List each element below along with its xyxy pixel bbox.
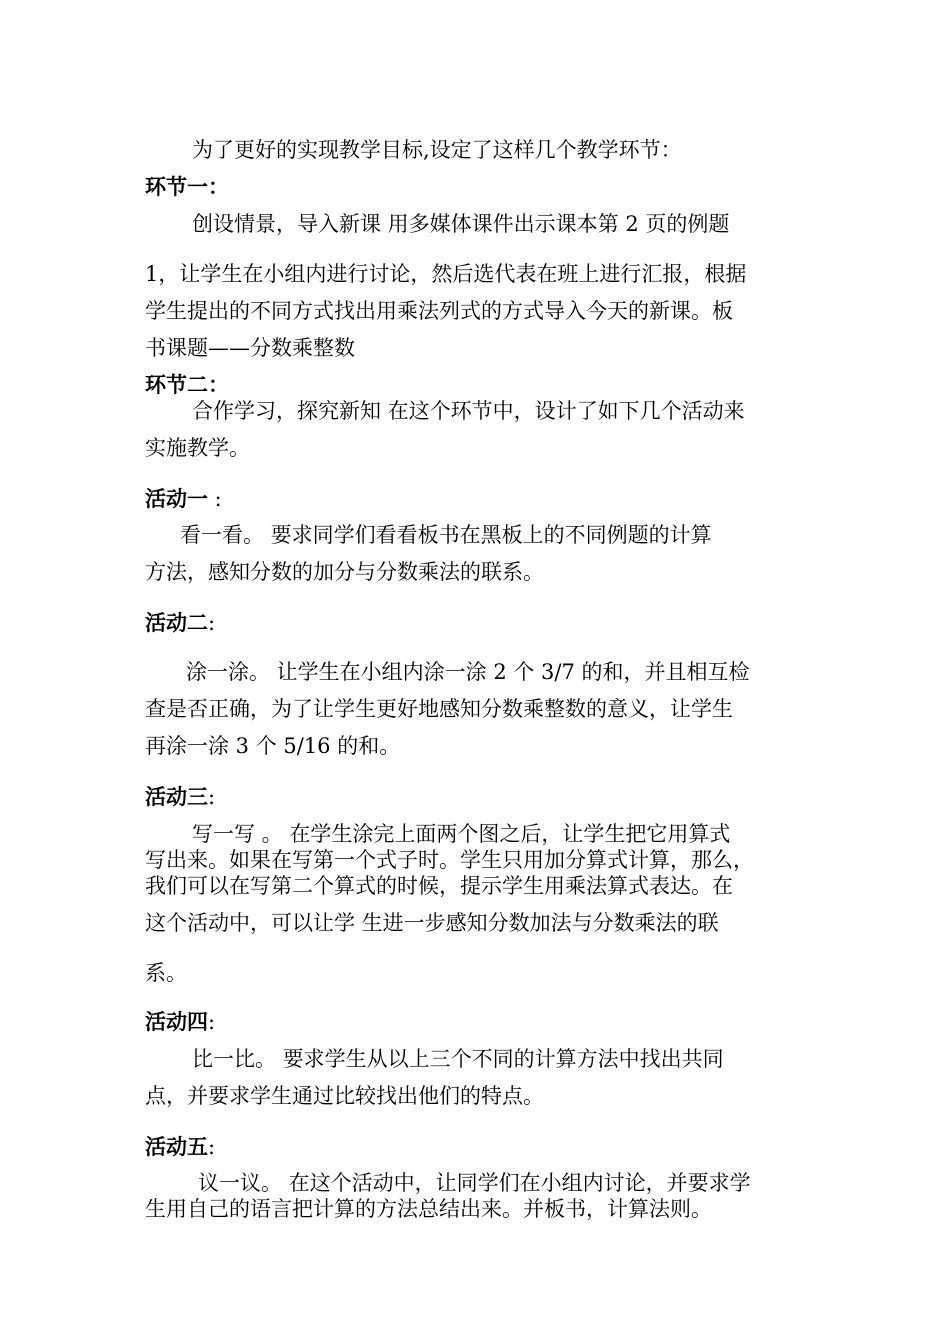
activity-4-line-2: 点，并要求学生通过比较找出他们的特点。 bbox=[145, 1084, 544, 1108]
section-2-line-1: 合作学习，探究新知 在这个环节中，设计了如下几个活动来 bbox=[192, 399, 745, 423]
activity-5-line-1: 议一议。 在这个活动中，让同学们在小组内讨论，并要求学 bbox=[198, 1171, 751, 1195]
activity-3-line-4: 这个活动中，可以让学 生进一步感知分数加法与分数乘法的联 bbox=[145, 911, 719, 935]
activity-3-line-2: 写出来。如果在写第一个式子时。学生只用加分算式计算，那么， bbox=[145, 848, 754, 872]
activity-1-colon: : bbox=[208, 487, 222, 511]
activity-3-line-1: 写一写 。 在学生涂完上面两个图之后，让学生把它用算式 bbox=[192, 822, 731, 846]
activity-4-line-1: 比一比。 要求学生从以上三个不同的计算方法中找出共同 bbox=[192, 1047, 724, 1071]
activity-3-line-3: 我们可以在写第二个算式的时候，提示学生用乘法算式表达。在 bbox=[145, 874, 733, 898]
activity-3-title: 活动三 bbox=[145, 784, 208, 809]
section-1-line-3: 学生提出的不同方式找出用乘法列式的方式导入今天的新课。板 bbox=[145, 299, 733, 323]
activity-3-line-5: 系。 bbox=[145, 961, 187, 985]
activity-1-line-2: 方法，感知分数的加分与分数乘法的联系。 bbox=[145, 560, 544, 584]
activity-2-line-1: 涂一涂。 让学生在小组内涂一涂 2 个 3/7 的和，并且相互检 bbox=[186, 660, 750, 684]
section-1-line-4: 书课题——分数乘整数 bbox=[145, 336, 355, 360]
activity-4-colon: : bbox=[208, 1010, 216, 1034]
activity-1-line-1: 看一看。 要求同学们看看板书在黑板上的不同例题的计算 bbox=[180, 523, 712, 547]
section-heading-1: 环节一： bbox=[145, 174, 229, 199]
activity-2-colon: : bbox=[208, 611, 216, 635]
activity-5-line-2: 生用自己的语言把计算的方法总结出来。并板书，计算法则。 bbox=[145, 1197, 712, 1221]
activity-5-title: 活动五 bbox=[145, 1134, 208, 1159]
activity-3-colon: : bbox=[208, 785, 216, 809]
activity-heading-5 bbox=[145, 1133, 215, 1161]
activity-heading-3 bbox=[145, 783, 215, 811]
section-1-line-2: 1，让学生在小组内进行讨论，然后选代表在班上进行汇报，根据 bbox=[145, 262, 747, 286]
section-2-line-2: 实施教学。 bbox=[145, 436, 250, 460]
activity-1-title: 活动一 bbox=[145, 486, 208, 511]
activity-5-colon: : bbox=[208, 1135, 216, 1159]
activity-heading-2 bbox=[145, 609, 215, 637]
activity-2-line-2: 查是否正确，为了让学生更好地感知分数乘整数的意义，让学生 bbox=[145, 697, 733, 721]
activity-heading-4 bbox=[145, 1008, 215, 1036]
activity-2-line-3: 再涂一涂 3 个 5/16 的和。 bbox=[145, 734, 401, 758]
activity-heading-1 bbox=[145, 485, 222, 513]
section-heading-2: 环节二： bbox=[145, 372, 229, 397]
section-1-line-1: 创设情景，导入新课 用多媒体课件出示课本第 2 页的例题 bbox=[192, 212, 730, 236]
intro-paragraph: 为了更好的实现教学目标,设定了这样几个教学环节： bbox=[192, 138, 682, 162]
activity-2-title: 活动二 bbox=[145, 610, 208, 635]
activity-4-title: 活动四 bbox=[145, 1009, 208, 1034]
